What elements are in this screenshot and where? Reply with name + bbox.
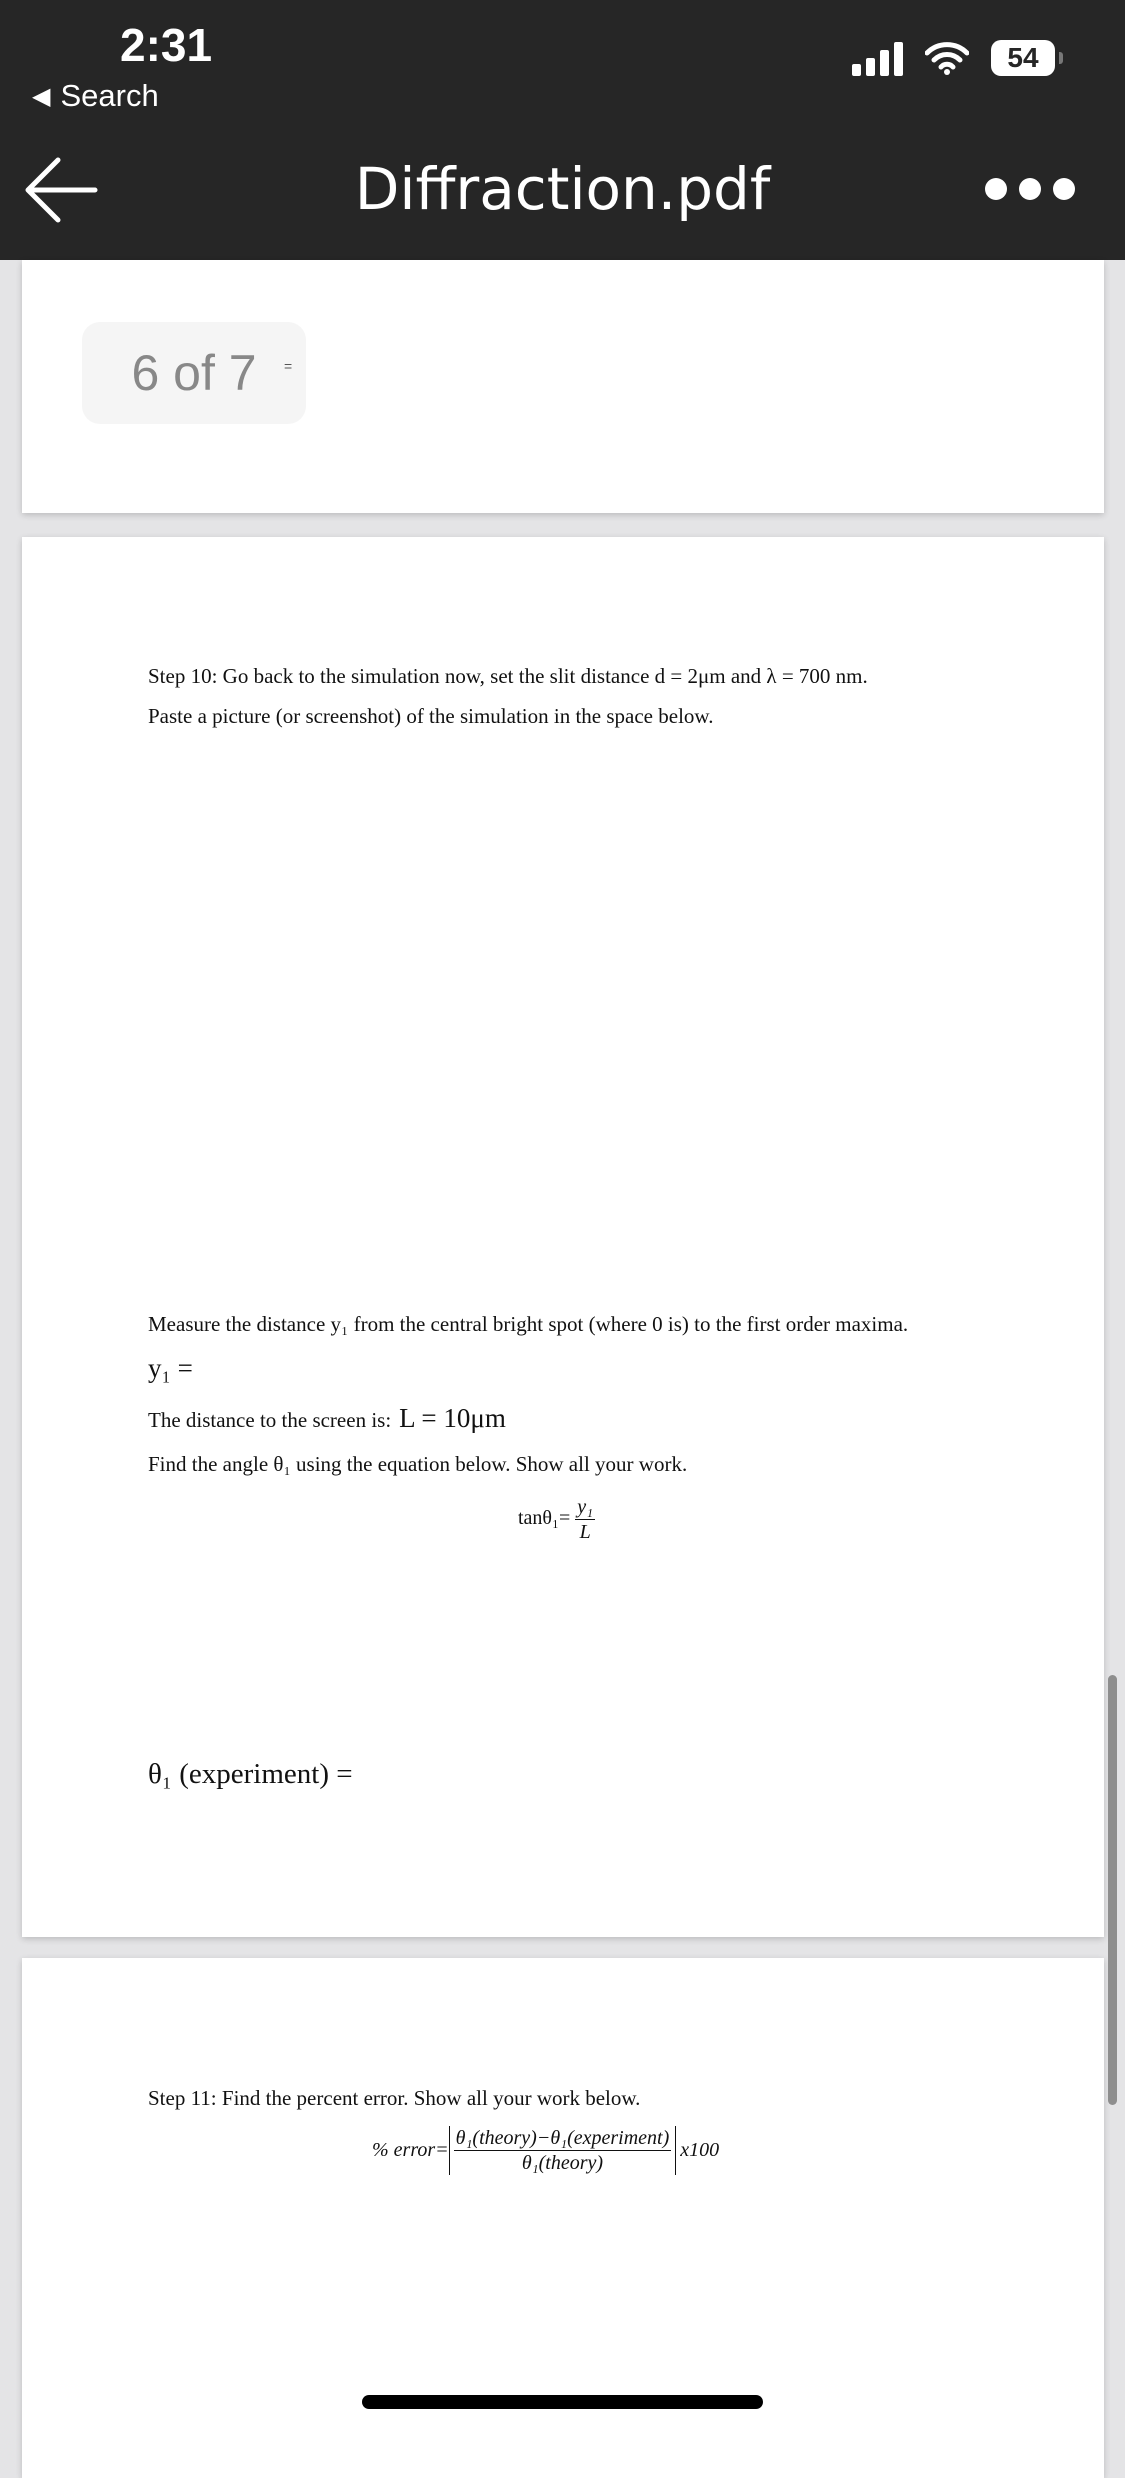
status-icons bbox=[852, 40, 1055, 76]
step11-text: Step 11: Find the percent error. Show all your work below. bbox=[148, 2086, 641, 2110]
scrollbar[interactable] bbox=[1108, 1675, 1117, 2105]
tan-fraction bbox=[575, 1495, 595, 1544]
pdf-page-previous bbox=[22, 260, 1104, 513]
status-time: 2:31 bbox=[120, 19, 213, 71]
more-options-icon[interactable] bbox=[985, 178, 1075, 200]
percent-error-right: x100 bbox=[680, 2139, 720, 2161]
battery-icon: 54 bbox=[991, 40, 1055, 76]
step10-text: Step 10: Go back to the simulation now, set the slit distance d = 2μm and λ = 700 nm. bbox=[148, 664, 868, 688]
wifi-icon bbox=[925, 41, 969, 75]
percent-error-left: % error= bbox=[372, 2139, 449, 2161]
tan-fraction-numerator: y₁ bbox=[577, 1496, 594, 1518]
top-bar bbox=[0, 0, 1125, 260]
back-to-search-label: Search bbox=[60, 78, 159, 113]
distance-line bbox=[148, 1403, 506, 1434]
back-to-search-link[interactable] bbox=[32, 78, 159, 114]
find-angle-text: Find the angle θ₁ using the equation below. Show all your work. bbox=[148, 1452, 688, 1476]
cellular-signal-icon bbox=[852, 40, 903, 76]
percent-error-fraction bbox=[454, 2126, 672, 2175]
page-indicator: 6 of 7 bbox=[82, 322, 306, 424]
document-title: Diffraction.pdf bbox=[354, 155, 771, 223]
distance-text: The distance to the screen is: bbox=[148, 1408, 392, 1432]
home-indicator[interactable] bbox=[362, 2395, 763, 2409]
tan-fraction-denominator: L bbox=[579, 1521, 591, 1543]
pdf-page-6 bbox=[22, 537, 1104, 1937]
tan-equation bbox=[518, 1495, 595, 1544]
y1-label: y₁ = bbox=[148, 1353, 193, 1383]
measure-text: Measure the distance y₁ from the central bright spot (where 0 is) to the first order maxima. bbox=[148, 1312, 909, 1336]
absolute-value-bars bbox=[449, 2126, 677, 2175]
paste-picture-text: Paste a picture (or screenshot) of the simulation in the space below. bbox=[148, 704, 714, 728]
percent-error-numerator: θ₁(theory)−θ₁(experiment) bbox=[455, 2127, 670, 2149]
tan-equation-left: tanθ₁= bbox=[518, 1507, 571, 1530]
back-triangle-icon: ◀ bbox=[32, 82, 51, 110]
distance-value: L = 10μm bbox=[399, 1403, 506, 1433]
theta-experiment-label: θ₁ (experiment) = bbox=[148, 1758, 353, 1790]
page-mark: = bbox=[284, 358, 293, 374]
percent-error-denominator: θ₁(theory) bbox=[521, 2152, 604, 2174]
percent-error-equation bbox=[372, 2126, 719, 2175]
